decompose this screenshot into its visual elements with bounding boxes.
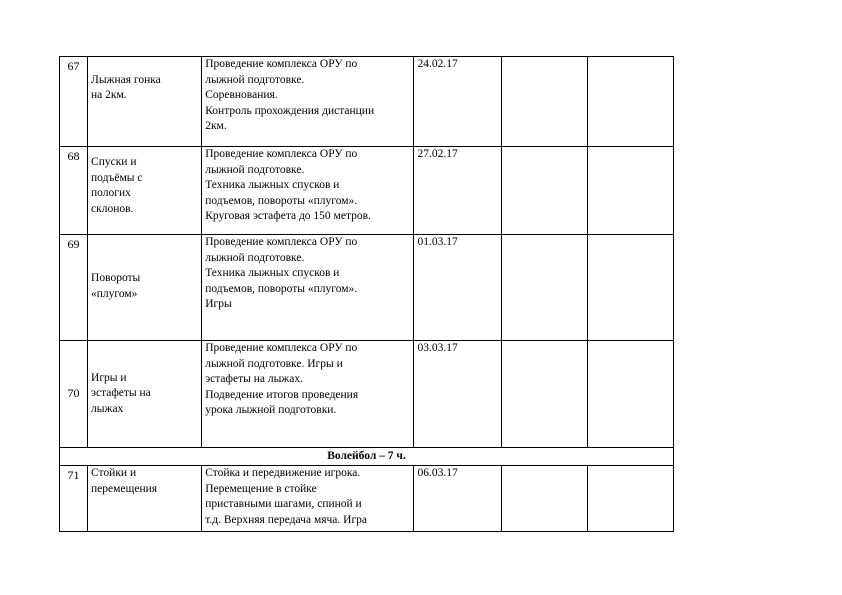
lesson-content: Стойка и передвижение игрока. Перемещение в стойке приставными шагами, спиной и т.д. Верхняя передача мяча. Игра [202,466,413,532]
lesson-date: 03.03.17 [413,341,501,448]
lesson-date: 01.03.17 [413,235,501,341]
lesson-topic: Лыжная гонка на 2км. [88,57,202,147]
empty-cell [501,57,587,147]
lesson-topic: Повороты «плугом» [88,235,202,341]
lesson-number: 68 [60,147,88,235]
lesson-number: 67 [60,57,88,147]
lesson-date: 27.02.17 [413,147,501,235]
empty-cell [501,235,587,341]
table-row [60,57,674,147]
lesson-number: 69 [60,235,88,341]
lesson-date: 06.03.17 [413,466,501,532]
table-row [60,466,674,532]
empty-cell [587,57,673,147]
empty-cell [587,235,673,341]
lesson-number: 70 [60,341,88,448]
lesson-content: Проведение комплекса ОРУ по лыжной подготовке. Техника лыжных спусков и подъемов, повороты «плугом». Игры [202,235,413,341]
empty-cell [501,341,587,448]
table-row [60,235,674,341]
lesson-plan-table [59,56,674,532]
lesson-content: Проведение комплекса ОРУ по лыжной подготовке. Техника лыжных спусков и подъемов, повороты «плугом». Круговая эстафета до 150 метров. [202,147,413,235]
lesson-topic: Стойки и перемещения [88,466,202,532]
empty-cell [501,466,587,532]
empty-cell [587,341,673,448]
empty-cell [587,466,673,532]
empty-cell [587,147,673,235]
table-row [60,341,674,448]
section-header-row [60,448,674,466]
lesson-date: 24.02.17 [413,57,501,147]
empty-cell [501,147,587,235]
lesson-content: Проведение комплекса ОРУ по лыжной подготовке. Игры и эстафеты на лыжах. Подведение итогов проведения урока лыжной подготовки. [202,341,413,448]
lesson-content: Проведение комплекса ОРУ по лыжной подготовке. Соревнования. Контроль прохождения дистанции 2км. [202,57,413,147]
lesson-topic: Спуски и подъёмы с пологих склонов. [88,147,202,235]
table-row [60,147,674,235]
section-title: Волейбол – 7 ч. [60,448,674,466]
lesson-topic: Игры и эстафеты на лыжах [88,341,202,448]
lesson-number: 71 [60,466,88,532]
